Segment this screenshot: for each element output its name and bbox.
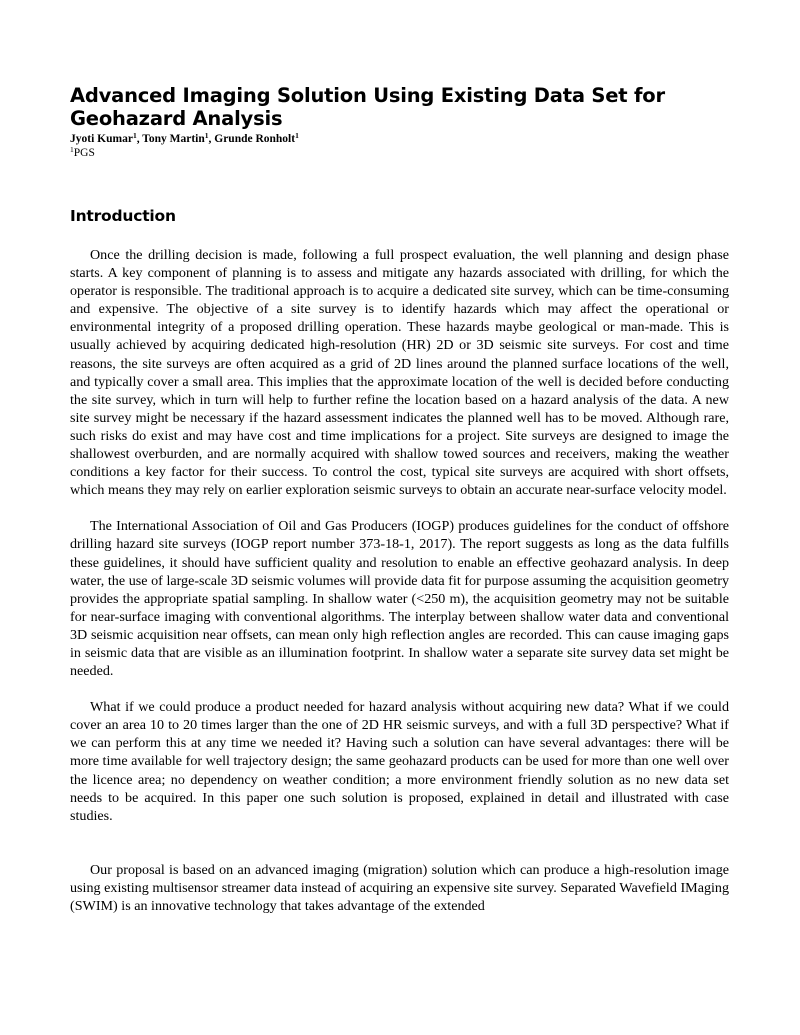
section-heading: Introduction	[70, 207, 176, 225]
body-paragraph: What if we could produce a product needed for hazard analysis without acquiring new data? What if we could cover an area 10 to 20 times larger than the one of 2D HR seismic surveys, and with a full 3D perspective? What if we can perform this at any time we needed it? Having such a solution can have several advantages: there will be more time available for well trajectory design; the same geohazard products can be used for more than one well over the licence area; no dependency on weather condition; a more environment friendly solution as no new data set needs to be acquired. In this paper one such solution is proposed, explained in detail and illustrated with case studies.	[70, 699, 729, 824]
author-name: Jyoti Kumar	[70, 133, 133, 145]
affiliation-name: PGS	[73, 147, 95, 159]
affiliation-mark: 1	[70, 145, 74, 154]
author-affiliation-mark: 1	[132, 131, 137, 140]
author-affiliation-mark: 1	[204, 131, 209, 140]
author-affiliation-mark: 1	[295, 131, 299, 140]
affiliation	[70, 146, 729, 160]
paper-title: Advanced Imaging Solution Using Existing Data Set for Geohazard Analysis	[70, 84, 665, 130]
author-separator: ,	[208, 133, 215, 145]
body-paragraph: The International Association of Oil and Gas Producers (IOGP) produces guidelines for the conduct of offshore drilling hazard site surveys (IOGP report number 373-18-1, 2017). The report suggests as long as the data fulfills these guidelines, it should have sufficient quality and resolution to enable an effective geohazard analysis. In deep water, the use of large-scale 3D seismic volumes will provide data fit for purpose assuming the acquisition geometry provides the appropriate spatial sampling. In shallow water (<250 m), the acquisition geometry may not be suitable for near-surface imaging with conventional algorithms. The interplay between shallow water data and conventional 3D seismic acquisition near offsets, can mean only high reflection angles are recorded. This can cause imaging gaps in seismic data that are visible as an illumination footprint. In shallow water a separate site survey data set might be needed.	[70, 518, 729, 680]
author-separator: ,	[136, 133, 143, 145]
author-list	[70, 132, 729, 146]
body-paragraph: Our proposal is based on an advanced imaging (migration) solution which can produce a high-resolution image using existing multisensor streamer data instead of acquiring an expensive site survey. Separated Wavefield IMaging (SWIM) is an innovative technology that takes advantage of the extended	[70, 861, 729, 914]
author-name: Grunde Ronholt	[214, 133, 296, 145]
body-paragraph: Once the drilling decision is made, following a full prospect evaluation, the well planning and design phase starts. A key component of planning is to assess and mitigate any hazards associated with drilling, for which the operator is responsible. The traditional approach is to acquire a dedicated site survey, which can be time-consuming and expensive. The objective of a site survey is to identify hazards which may affect the operational or environmental integrity of a proposed drilling operation. These hazards maybe geological or man-made. This is usually achieved by acquiring dedicated high-resolution (HR) 2D or 3D seismic site surveys. For cost and time reasons, the site surveys are often acquired as a grid of 2D lines around the planned surface locations of the well, and typically cover a small area. This implies that the approximate location of the well is decided before conducting the site survey, which in turn will help to further refine the location based on a hazard analysis of the data. A new site survey might be necessary if the hazard assessment indicates the planned well has to be moved. Although rare, such risks do exist and may have cost and time implications for a project. Site surveys are designed to image the shallowest overburden, and are normally acquired with shallow towed sources and receivers, making the weather conditions a key factor for their success. To control the cost, typical site surveys are acquired with short offsets, which means they may rely on earlier exploration seismic surveys to obtain an accurate near-surface velocity model.	[70, 247, 729, 499]
paper-page	[70, 84, 729, 915]
author-name: Tony Martin	[142, 133, 205, 145]
